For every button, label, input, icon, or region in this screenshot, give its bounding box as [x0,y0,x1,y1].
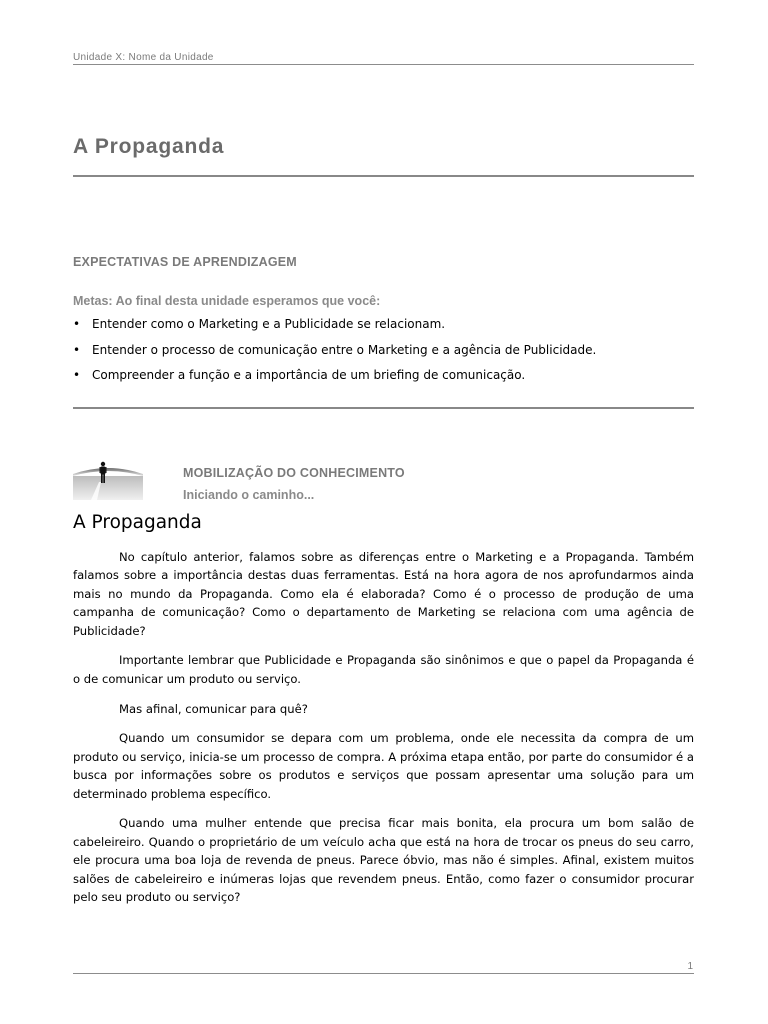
bullet-icon: • [73,317,81,331]
expectations-divider [73,407,694,409]
header-unit-label: Unidade X: Nome da Unidade [73,52,214,63]
header-divider [73,64,694,65]
person-walking-path-icon [73,460,143,500]
bullet-icon: • [73,368,81,382]
list-item [73,316,596,342]
list-item [73,367,596,393]
bullet-icon: • [73,342,81,357]
goal-text: Compreender a função e a importância de um briefing de comunicação. [92,368,526,382]
paragraph: Mas afinal, comunicar para quê? [119,701,308,716]
paragraph: Importante lembrar que Publicidade e Propaganda são sinônimos e que o papel da Propaganda é o de comunicar um produto ou serviço. [73,653,694,686]
paragraph: Quando um consumidor se depara com um problema, onde ele necessita da compra de um produto ou serviço, inicia-se um processo de compra. A próxima etapa então, por parte do consumidor é a busca por informações sobre os produtos e serviços que possam apresentar uma solução para um determinado problema específico. [73,731,694,801]
paragraph: Quando uma mulher entende que precisa ficar mais bonita, ela procura um bom salão de cabeleireiro. Quando o proprietário de um veículo acha que está na hora de trocar os pneus do seu carro, ele procura uma boa loja de revenda de pneus. Parece óbvio, mas não é simples. Afinal, existem muitos salões de cabeleireiro e inúmeras lojas que revendem pneus. Então, como fazer o consumidor procurar pelo seu produto ou serviço? [73,816,694,905]
metas-intro: Metas: Ao final desta unidade esperamos que você: [73,294,381,308]
title-divider [73,175,694,177]
mobilization-heading: MOBILIZAÇÃO DO CONHECIMENTO [183,466,405,480]
section-title: A Propaganda [73,512,202,533]
mobilization-subheading: Iniciando o caminho... [183,488,315,502]
paragraph: No capítulo anterior, falamos sobre as diferenças entre o Marketing e a Propaganda. Também falamos sobre a importância destas duas ferramentas. Está na hora agora de nos aprofundarmos ainda mais no mundo da Propaganda. Como ela é elaborada? Como é o processo de produção de uma campanha de comunicação? Como o departamento de Marketing se relaciona com uma agência de Publicidade? [73,550,694,638]
list-item [73,342,596,368]
goals-list [73,316,596,393]
goal-text: Entender o processo de comunicação entre o Marketing e a agência de Publicidade. [92,342,597,357]
expectations-heading: EXPECTATIVAS DE APRENDIZAGEM [73,255,297,269]
footer-divider [73,973,694,974]
document-title: A Propaganda [73,135,225,158]
page-number: 1 [687,961,693,972]
goal-text: Entender como o Marketing e a Publicidade se relacionam. [92,317,446,331]
body-text [73,548,694,918]
